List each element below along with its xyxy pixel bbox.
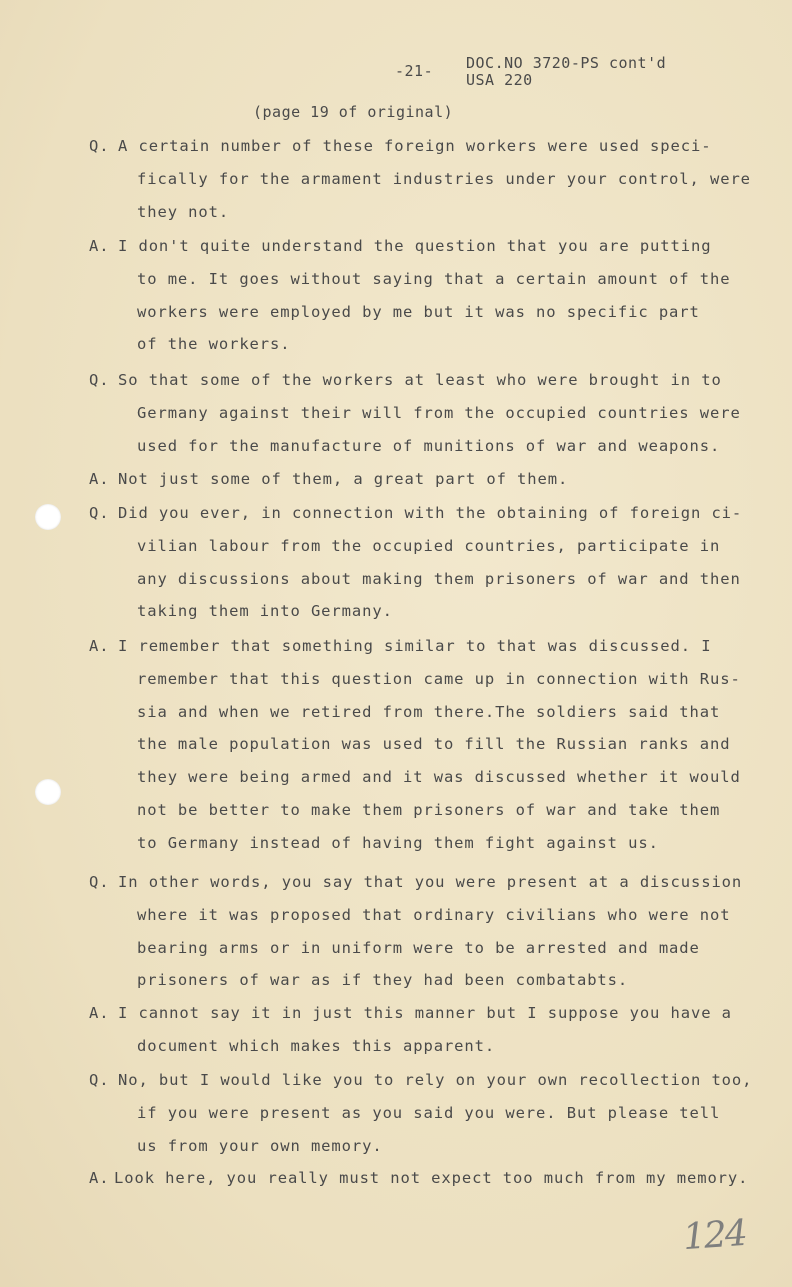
entry-line: if you were present as you said you were. But please tell — [137, 1103, 721, 1122]
testimony-entry — [89, 866, 743, 997]
testimony-entry — [89, 230, 739, 361]
speaker-label: A. — [89, 637, 110, 655]
entry-line: used for the manufacture of munitions of war and weapons. — [137, 436, 721, 455]
handwritten-page-stamp: 124 — [681, 1212, 748, 1259]
speaker-label: Q. — [89, 137, 110, 155]
entry-line: Look here, you really must not expect too much from my memory. — [114, 1169, 749, 1187]
speaker-label: Q. — [89, 371, 110, 389]
entry-line: In other words, you say that you were present at a discussion — [118, 873, 743, 891]
entry-line: Did you ever, in connection with the obtaining of foreign ci- — [118, 504, 743, 522]
entry-line: sia and when we retired from there.The soldiers said that — [137, 702, 721, 721]
entry-line: I don't quite understand the question that you are putting — [118, 237, 712, 255]
entry-line: any discussions about making them prisoners of war and then — [137, 569, 741, 588]
testimony-entry — [89, 463, 739, 496]
testimony-entry — [89, 997, 739, 1063]
speaker-label: A. — [89, 237, 110, 255]
speaker-label: Q. — [89, 504, 110, 522]
entry-line: fically for the armament industries under your control, were — [137, 169, 751, 188]
speaker-label: A. — [89, 1169, 110, 1187]
testimony-entry — [89, 630, 739, 860]
document-reference — [466, 55, 666, 89]
entry-line: us from your own memory. — [137, 1136, 383, 1155]
entry-line: the male population was used to fill the Russian ranks and — [137, 735, 731, 754]
punch-hole — [35, 779, 61, 805]
entry-line: Not just some of them, a great part of them. — [118, 470, 569, 488]
entry-line: bearing arms or in uniform were to be arrested and made — [137, 938, 700, 957]
entry-line: not be better to make them prisoners of war and take them — [137, 800, 721, 819]
testimony-entry — [89, 1064, 753, 1162]
entry-line: document which makes this apparent. — [137, 1036, 496, 1055]
entry-line: prisoners of war as if they had been combatabts. — [137, 971, 629, 990]
speaker-label: Q. — [89, 873, 110, 891]
speaker-label: A. — [89, 470, 110, 488]
entry-line: vilian labour from the occupied countries, participate in — [137, 536, 721, 555]
entry-line: taking them into Germany. — [137, 602, 393, 621]
entry-line: Germany against their will from the occupied countries were — [137, 403, 741, 422]
entry-line: of the workers. — [137, 335, 291, 354]
entry-line: where it was proposed that ordinary civilians who were not — [137, 905, 731, 924]
testimony-entry — [89, 497, 743, 628]
entry-line: I cannot say it in just this manner but I suppose you have a — [118, 1004, 732, 1022]
entry-line: remember that this question came up in connection with Rus- — [137, 669, 741, 688]
testimony-entry — [89, 364, 739, 462]
entry-line: I remember that something similar to that was discussed. I — [118, 637, 712, 655]
entry-line: So that some of the workers at least who were brought in to — [118, 371, 722, 389]
entry-line: to Germany instead of having them fight against us. — [137, 833, 659, 852]
exhibit-number: USA 220 — [466, 71, 533, 89]
doc-number: DOC.NO 3720-PS cont'd — [466, 54, 667, 72]
entry-line: they were being armed and it was discussed whether it would — [137, 768, 741, 787]
punch-hole — [35, 504, 61, 530]
entry-line: they not. — [137, 202, 230, 221]
testimony-entry — [89, 1162, 749, 1195]
entry-line: A certain number of these foreign workers were used speci- — [118, 137, 712, 155]
speaker-label: A. — [89, 1004, 110, 1022]
entry-line: No, but I would like you to rely on your own recollection too, — [118, 1071, 753, 1089]
entry-line: workers were employed by me but it was no specific part — [137, 302, 700, 321]
speaker-label: Q. — [89, 1071, 110, 1089]
testimony-entry — [89, 130, 751, 228]
entry-line: to me. It goes without saying that a certain amount of the — [137, 269, 731, 288]
original-page-note: (page 19 of original) — [253, 103, 454, 121]
page-number: -21- — [395, 62, 434, 80]
